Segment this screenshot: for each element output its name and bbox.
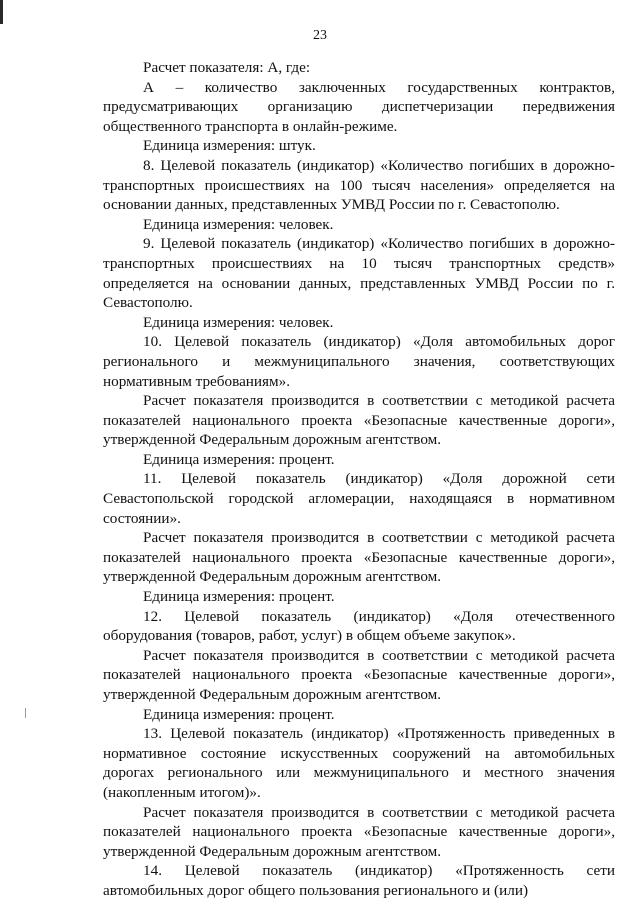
indicator-13-paragraph: 13. Целевой показатель (индикатор) «Протяженность приведенных в нормативное состояние искусственных сооружений на автомобильных дорогах регионального или межмуниципального и местного значения (накопленным итогом)».: [103, 725, 615, 801]
calculation-method-paragraph: Расчет показателя производится в соответствии с методикой расчета показателей национального проекта «Безопасные качественные дороги», утвержденной Федеральным дорожным агентством.: [103, 646, 615, 703]
calc-formula-label: Расчет показателя: А, где:: [143, 59, 311, 76]
indicator-9-paragraph: 9. Целевой показатель (индикатор) «Количество погибших в дорожно-транспортных происшествиях на 10 тысяч транспортных средств» определяется на основании данных, представленных УМВД России по г. Севастополю.: [103, 235, 615, 312]
indicator-10-paragraph: 10. Целевой показатель (индикатор) «Доля автомобильных дорог регионального и межмуниципального значения, соответствующих нормативным требованиям».: [103, 333, 615, 390]
indicator-12-paragraph: 12. Целевой показатель (индикатор) «Доля отечественного оборудования (товаров, работ, услуг) в общем объеме закупок».: [103, 607, 615, 645]
variable-definition-a: А – количество заключенных государственных контрактов, предусматривающих организацию диспетчеризации передвижения общественного транспорта в онлайн-режиме.: [103, 78, 615, 135]
indicator-8-paragraph: 8. Целевой показатель (индикатор) «Количество погибших в дорожно-транспортных происшествиях на 100 тысяч населения» определяется на основании данных, представленных УМВД России по г. Севастополю.: [103, 156, 615, 214]
unit-of-measure: Единица измерения: процент.: [143, 705, 335, 723]
page-number: 23: [313, 28, 327, 43]
calculation-method-paragraph: Расчет показателя производится в соответствии с методикой расчета показателей национального проекта «Безопасные качественные дороги», утвержденной Федеральным дорожным агентством.: [103, 392, 615, 449]
unit-of-measure: Единица измерения: человек.: [143, 313, 334, 331]
unit-of-measure: Единица измерения: процент.: [143, 588, 335, 606]
document-body: [103, 58, 615, 901]
indicator-11-paragraph: 11. Целевой показатель (индикатор) «Доля дорожной сети Севастопольской городской агломерации, находящаяся в нормативном состоянии».: [103, 470, 615, 527]
unit-of-measure: Единица измерения: человек.: [143, 215, 334, 233]
calculation-method-paragraph: Расчет показателя производится в соответствии с методикой расчета показателей национального проекта «Безопасные качественные дороги», утвержденной Федеральным дорожным агентством.: [103, 529, 615, 586]
scan-edge-mark: [0, 0, 3, 24]
scan-artifact-mark: [25, 708, 26, 718]
unit-of-measure: Единица измерения: штук.: [143, 137, 316, 155]
calculation-method-paragraph: Расчет показателя производится в соответствии с методикой расчета показателей национального проекта «Безопасные качественные дороги», утвержденной Федеральным дорожным агентством.: [103, 803, 615, 860]
indicator-14-paragraph: 14. Целевой показатель (индикатор) «Протяженность сети автомобильных дорог общего пользования регионального и (или): [103, 862, 615, 899]
unit-of-measure: Единица измерения: процент.: [143, 450, 335, 468]
